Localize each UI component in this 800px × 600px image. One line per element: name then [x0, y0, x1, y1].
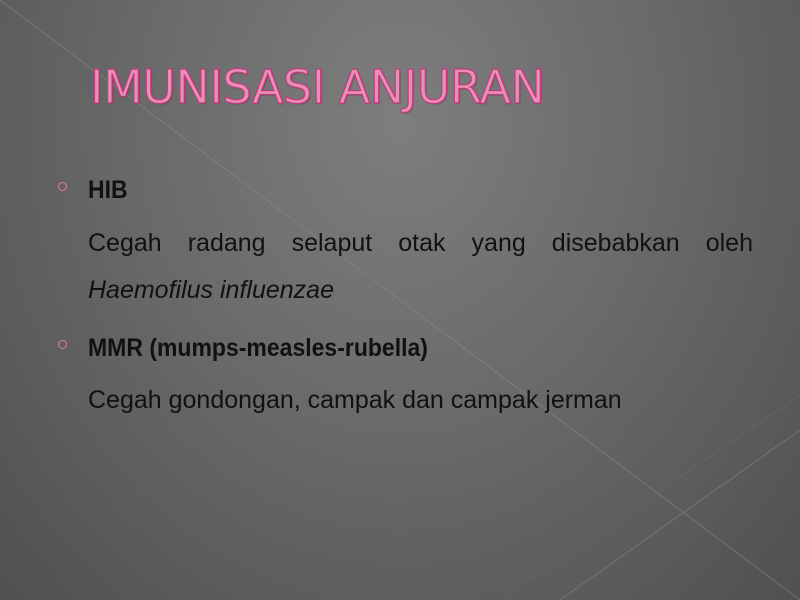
item-description-text: Cegah radang selaput otak yang disebabkan oleh — [88, 229, 753, 257]
list-item — [58, 330, 758, 420]
slide-title: IMUNISASI ANJURAN — [90, 60, 545, 114]
item-title: HIB — [88, 176, 128, 204]
circle-bullet-icon — [58, 340, 67, 349]
item-title: MMR (mumps-measles-rubella) — [88, 334, 428, 362]
item-description-italic: Haemofilus influenzae — [88, 276, 334, 304]
bullet-list — [58, 172, 758, 420]
circle-bullet-icon — [58, 182, 67, 191]
diagonal-line-2 — [560, 430, 800, 600]
item-description — [88, 218, 753, 312]
list-item — [58, 172, 758, 312]
diagonal-line-3 — [500, 395, 800, 600]
item-description: Cegah gondongan, campak dan campak jerman — [88, 386, 622, 414]
